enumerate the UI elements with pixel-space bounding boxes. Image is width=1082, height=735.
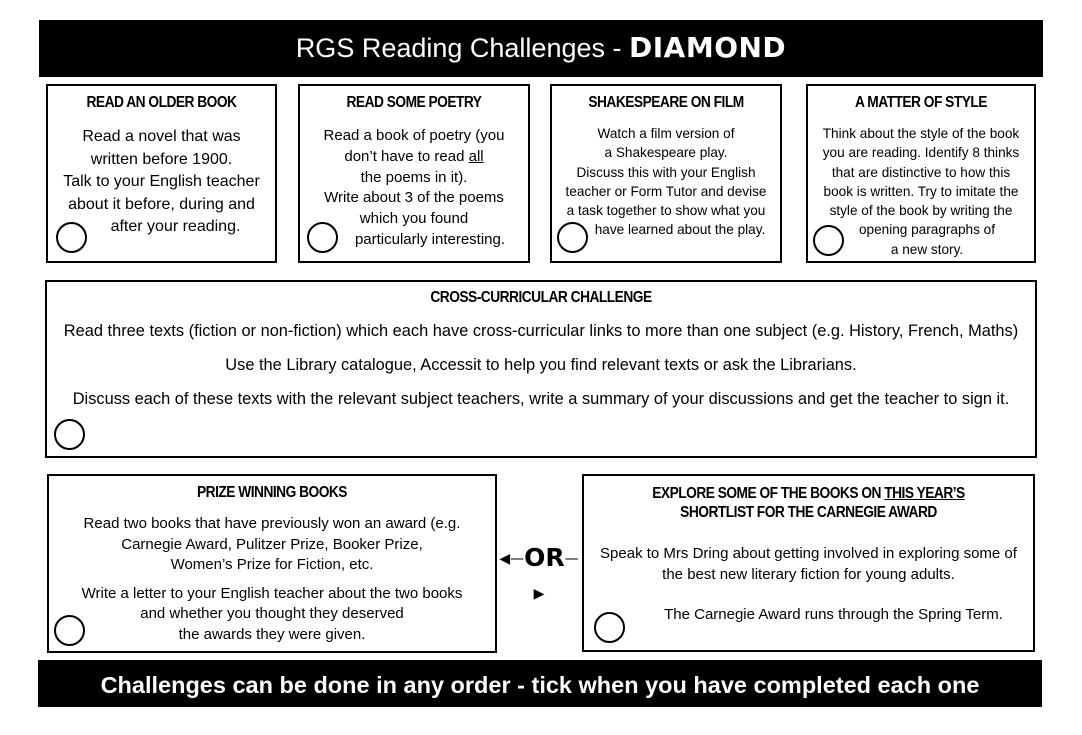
text-line: Watch a film version of xyxy=(597,126,735,141)
challenge-older-book xyxy=(46,84,277,263)
challenge-level: DIAMOND xyxy=(629,31,787,64)
text-line: Speak to Mrs Dring about getting involved in exploring some of xyxy=(600,545,1017,562)
challenge-carnegie xyxy=(582,474,1035,652)
text-paragraph xyxy=(49,514,495,576)
text-line: Read two books that have previously won an award (e.g. xyxy=(83,515,461,532)
text-line: Read a book of poetry (you xyxy=(323,127,505,144)
text-line: the awards they were given. xyxy=(178,625,366,643)
text-line: book is written. Try to imitate the xyxy=(823,183,1019,199)
tick-circle[interactable] xyxy=(594,612,625,643)
text-line: a new story. xyxy=(890,241,964,257)
title-fragment: EXPLORE SOME OF THE BOOKS ON xyxy=(652,485,885,502)
text-line: Write about 3 of the poems xyxy=(324,189,504,207)
text-line: a Shakespeare play. xyxy=(604,145,728,161)
underlined-title-fragment: THIS YEAR’S xyxy=(884,485,965,502)
challenge-title: PRIZE WINNING BOOKS xyxy=(197,484,347,501)
tick-circle[interactable] xyxy=(307,222,338,253)
text-line: and whether you thought they deserved xyxy=(140,605,404,623)
challenge-description xyxy=(554,124,778,240)
or-connector xyxy=(498,541,580,602)
text-line: about it before, during and xyxy=(68,195,255,213)
footer-text: Challenges can be done in any order - tick when you have completed each one xyxy=(100,672,980,698)
text-line: teacher or Form Tutor and devise xyxy=(565,183,767,199)
challenge-title: CROSS-CURRICULAR CHALLENGE xyxy=(430,289,652,306)
text-line: a task together to show what you xyxy=(566,203,766,219)
text-line: which you found xyxy=(359,210,469,228)
challenge-poetry xyxy=(298,84,530,263)
challenge-description xyxy=(47,320,1035,422)
page-footer xyxy=(38,660,1042,707)
text-line xyxy=(304,147,524,168)
challenge-title xyxy=(615,484,1001,522)
text-line: opening paragraphs of xyxy=(858,222,996,238)
challenge-prize-winning xyxy=(47,474,497,653)
challenge-cross-curricular xyxy=(45,280,1037,458)
tick-circle[interactable] xyxy=(54,615,85,646)
challenge-description xyxy=(584,543,1033,585)
challenge-shakespeare xyxy=(550,84,782,263)
tick-circle[interactable] xyxy=(56,222,87,253)
text-line: Carnegie Award, Pulitzer Prize, Booker Prize, xyxy=(121,535,423,553)
or-label: OR xyxy=(524,543,565,572)
text-line: Use the Library catalogue, Accessit to help you find relevant texts or ask the Librarians. xyxy=(225,356,857,374)
challenge-title: SHAKESPEARE ON FILM xyxy=(588,94,744,111)
arrow-left-icon: ◀— xyxy=(499,551,525,567)
title-fragment: SHORTLIST FOR THE CARNEGIE AWARD xyxy=(680,504,937,521)
text-line: after your reading. xyxy=(110,218,241,235)
tick-circle[interactable] xyxy=(54,419,85,450)
page-title: RGS Reading Challenges - xyxy=(295,33,629,63)
text-paragraph xyxy=(49,584,495,646)
tick-circle[interactable] xyxy=(557,222,588,253)
text-line: written before 1900. xyxy=(90,150,233,168)
text-line: the best new literary fiction for young adults. xyxy=(662,566,955,583)
text-line: Read a novel that was xyxy=(82,128,241,145)
challenge-description xyxy=(49,514,495,654)
arrow-right-icon: —▶ xyxy=(533,551,579,602)
text-line: Think about the style of the book xyxy=(822,126,1020,141)
page-header xyxy=(39,20,1043,77)
text-line: you are reading. Identify 8 thinks xyxy=(822,145,1020,161)
challenge-note: The Carnegie Award runs through the Spring Term. xyxy=(664,606,1003,623)
challenge-style xyxy=(806,84,1036,263)
text-line: style of the book by writing the xyxy=(829,203,1013,219)
text-line: particularly interesting. xyxy=(354,230,506,248)
text-line: Write a letter to your English teacher about the two books xyxy=(81,584,463,602)
text-line: that are distinctive to how this xyxy=(831,164,1011,180)
text-line: Discuss this with your English xyxy=(576,164,756,180)
text-line: have learned about the play. xyxy=(594,222,766,238)
text-line: Women’s Prize for Fiction, etc. xyxy=(170,556,374,574)
challenge-title: READ SOME POETRY xyxy=(346,94,482,111)
text-fragment: don’t have to read xyxy=(344,147,469,165)
text-line: Discuss each of these texts with the relevant subject teachers, write a summary of your discussions and get the teacher to sign it. xyxy=(72,390,1010,408)
challenge-title: A MATTER OF STYLE xyxy=(855,94,987,111)
text-line: Talk to your English teacher xyxy=(63,173,260,190)
challenge-description xyxy=(52,126,271,239)
text-line: Read three texts (fiction or non-fiction) which each have cross-curricular links to more than one subject (e.g. History, French, Maths) xyxy=(63,322,1019,340)
tick-circle[interactable] xyxy=(813,225,844,256)
text-line: the poems in it). xyxy=(360,168,468,186)
challenge-title: READ AN OLDER BOOK xyxy=(86,94,237,111)
underlined-word: all xyxy=(468,147,484,165)
